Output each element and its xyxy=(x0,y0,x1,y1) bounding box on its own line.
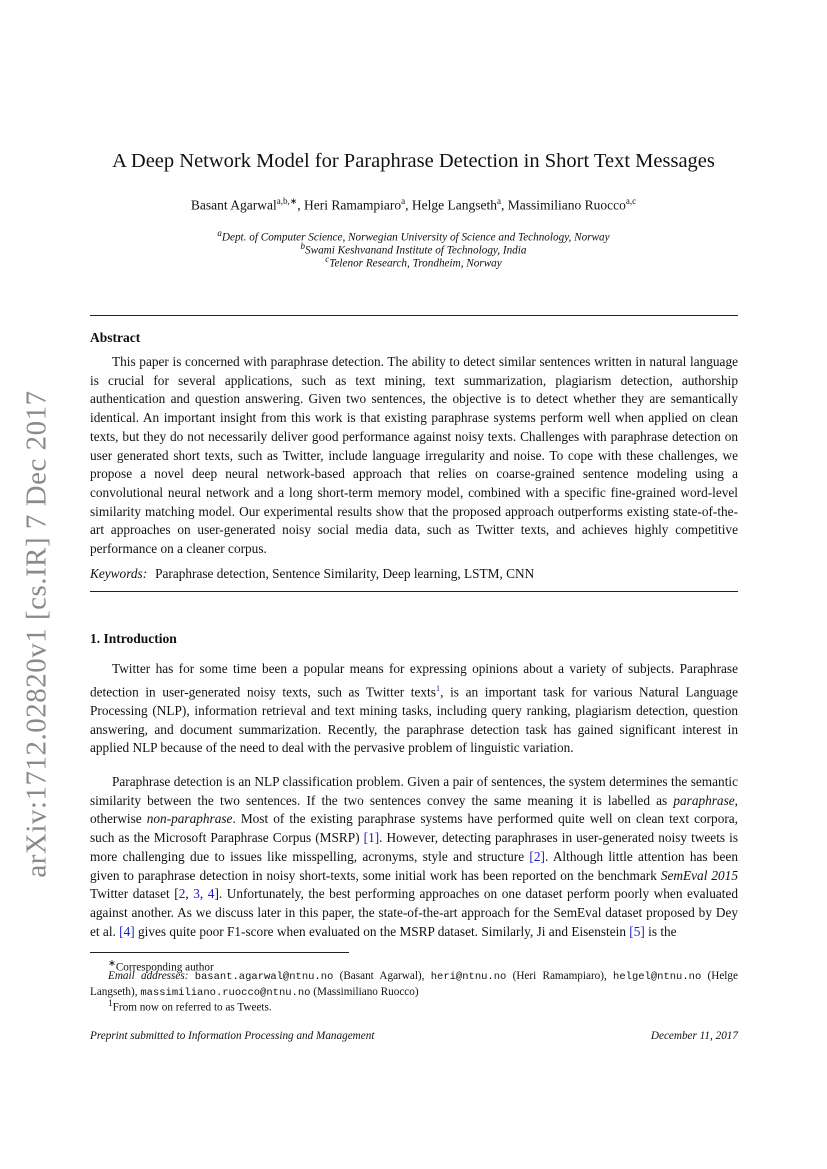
paragraph-text: . However, detecting paraphrases in user-generated noisy tweets is more challenging due to issues like misspelling, acronyms, style and structure xyxy=(90,830,738,864)
email-address[interactable]: helgel@ntnu.no xyxy=(613,971,702,983)
email-label: Email addresses: xyxy=(108,970,189,982)
author-name: Heri Ramampiaro xyxy=(304,197,402,213)
paragraph-text: , otherwise xyxy=(90,792,738,827)
author-name: Basant Agarwal xyxy=(190,197,277,213)
paragraph-text: Paraphrase detection is an NLP classification problem. Given a pair of sentences, the system determines the semantic similarity between the two sentences. If the two sentences convey the same meaning it is labelled as xyxy=(90,774,738,808)
footnote-rule xyxy=(90,952,349,953)
arxiv-id-label: arXiv:1712.02820v1 [cs.IR] 7 Dec 2017 xyxy=(20,390,53,878)
author-marks: a xyxy=(401,196,406,206)
keywords-line xyxy=(90,566,534,582)
affiliation-text: Swami Keshvanand Institute of Technology, India xyxy=(305,244,527,257)
paragraph-text: , xyxy=(185,886,194,902)
author-name: Massimiliano Ruocco xyxy=(507,197,626,213)
paragraph-text: . Most of the existing paraphrase systems have performed quite well on clean text corpora, such as the Microsoft Paraphrase Corpus (MSRP) xyxy=(90,811,738,846)
intro-paragraph-2 xyxy=(90,773,738,941)
email-owner: (Massimiliano Ruocco) xyxy=(310,986,419,998)
emphasis-text: SemEval 2015 xyxy=(660,867,738,883)
paragraph-text: Twitter dataset [ xyxy=(90,886,179,902)
author-marks: a xyxy=(496,196,501,206)
email-owner: (Helge Langseth), xyxy=(90,970,738,998)
footer-preprint-note: Preprint submitted to Information Processing and Management xyxy=(90,1030,375,1042)
citation-link[interactable]: [4] xyxy=(119,923,135,939)
footnote-text: Corresponding author xyxy=(115,961,214,974)
email-owner: (Heri Ramampiaro), xyxy=(506,970,614,982)
paragraph-text: gives quite poor F1-score when evaluated on the MSRP dataset. Similarly, Ji and Eisenstein xyxy=(134,923,630,939)
footnote-mark: 1 xyxy=(108,999,113,1009)
email-address[interactable]: basant.agarwal@ntnu.no xyxy=(194,971,334,983)
section-heading-introduction: 1. Introduction xyxy=(90,631,177,646)
author-marks: a,b,∗ xyxy=(276,196,298,206)
citation-link[interactable]: [5] xyxy=(629,923,645,939)
footnote-1 xyxy=(90,997,738,1016)
abstract-text: This paper is concerned with paraphrase detection. The ability to detect similar sentences written in natural language is crucial for several applications, such as text mining, text summarization, plagiarism detection, authorship authentication and question answering. Given two sentences, the objective is to detect whether they are semantically identical. An important insight from this work is that existing paraphrase systems perform well when applied on clean texts, but they do not necessarily deliver good performance against noisy texts. Challenges with paraphrase detection on user generated short texts, such as Twitter, include language irregularity and noise. To cope with these challenges, we propose a novel deep neural network-based approach that relies on coarse-grained sentence modeling using a convolutional neural network and a long short-term memory model, combined with a specific fine-grained word-level similarity matching model. Our experimental results show that the proposed approach outperforms existing state-of-the-art approaches on user-generated noisy social media data, such as Twitter texts, and achieves highly competitive performance on a cleaner corpus. xyxy=(90,354,738,557)
affiliation-text: Telenor Research, Trondheim, Norway xyxy=(329,257,502,270)
paragraph-text: , is an important task for various Natural Language Processing (NLP), information retrieval and text mining tasks, including query ranking, plagiarism detection, question answering, and document summarization. Recently, the paraphrase detection task has gained significant interest in applied NLP because of the need to deal with the pervasive problem of linguistic variation. xyxy=(90,684,738,756)
paragraph-text: , xyxy=(199,886,208,902)
affiliation-mark: b xyxy=(300,241,306,251)
abstract-heading: Abstract xyxy=(90,330,141,345)
paragraph-text: . Although little attention has been given to paraphrase detection in noisy short-texts, some initial work has been reported on the benchmark xyxy=(90,848,738,883)
affiliation xyxy=(0,254,827,270)
footnote-text: From now on referred to as Tweets. xyxy=(112,1001,272,1014)
emphasis-text: non-paraphrase xyxy=(146,811,233,827)
citation-link[interactable]: 2 xyxy=(178,886,186,902)
author-marks: a,c xyxy=(625,196,637,206)
keywords-label: Keywords: xyxy=(90,566,148,581)
citation-link[interactable]: [1] xyxy=(363,830,380,846)
citation-link[interactable]: 4 xyxy=(207,886,215,902)
affiliation-mark: a xyxy=(217,228,222,238)
arxiv-sidebar-stamp xyxy=(14,378,60,890)
abstract-top-rule xyxy=(90,315,738,316)
email-address[interactable]: heri@ntnu.no xyxy=(430,971,507,983)
citation-link[interactable]: 3 xyxy=(193,886,200,902)
emphasis-text: paraphrase xyxy=(673,792,735,808)
intro-paragraph-1 xyxy=(90,660,738,758)
paragraph-text: ]. Unfortunately, the best performing approaches on one dataset perform poorly when evaluated against another. As we discuss later in this paper, the state-of-the-art approach for the SemEval dataset proposed by Dey et al. xyxy=(90,886,738,939)
paragraph-text: is the xyxy=(644,923,677,939)
email-owner: (Basant Agarwal), xyxy=(333,970,431,982)
footnote-mark: ∗ xyxy=(108,959,116,969)
paragraph-text: Twitter has for some time been a popular means for expressing opinions about a variety of subjects. Paraphrase detection in user-generated noisy texts, such as Twitter texts xyxy=(90,661,738,700)
paper-title: A Deep Network Model for Paraphrase Detection in Short Text Messages xyxy=(112,150,715,172)
citation-link[interactable]: [2] xyxy=(529,848,545,864)
affiliation-text: Dept. of Computer Science, Norwegian University of Science and Technology, Norway xyxy=(221,231,610,244)
footnote-link[interactable]: 1 xyxy=(435,682,441,693)
keywords-text: Paraphrase detection, Sentence Similarity, Deep learning, LSTM, CNN xyxy=(155,566,535,581)
email-address[interactable]: massimiliano.ruocco@ntnu.no xyxy=(140,987,311,999)
author-name: Helge Langseth xyxy=(411,197,497,213)
footer-date: December 11, 2017 xyxy=(650,1030,738,1042)
abstract-bottom-rule xyxy=(90,591,738,592)
author-list: Basant Agarwal$^{a,b,∗}$, Heri Ramampiaro$^a$, Helge Langseth$^a$, Massimiliano Ruocco$^{a,c}$ xyxy=(190,196,637,213)
affiliation-mark: c xyxy=(325,254,330,264)
